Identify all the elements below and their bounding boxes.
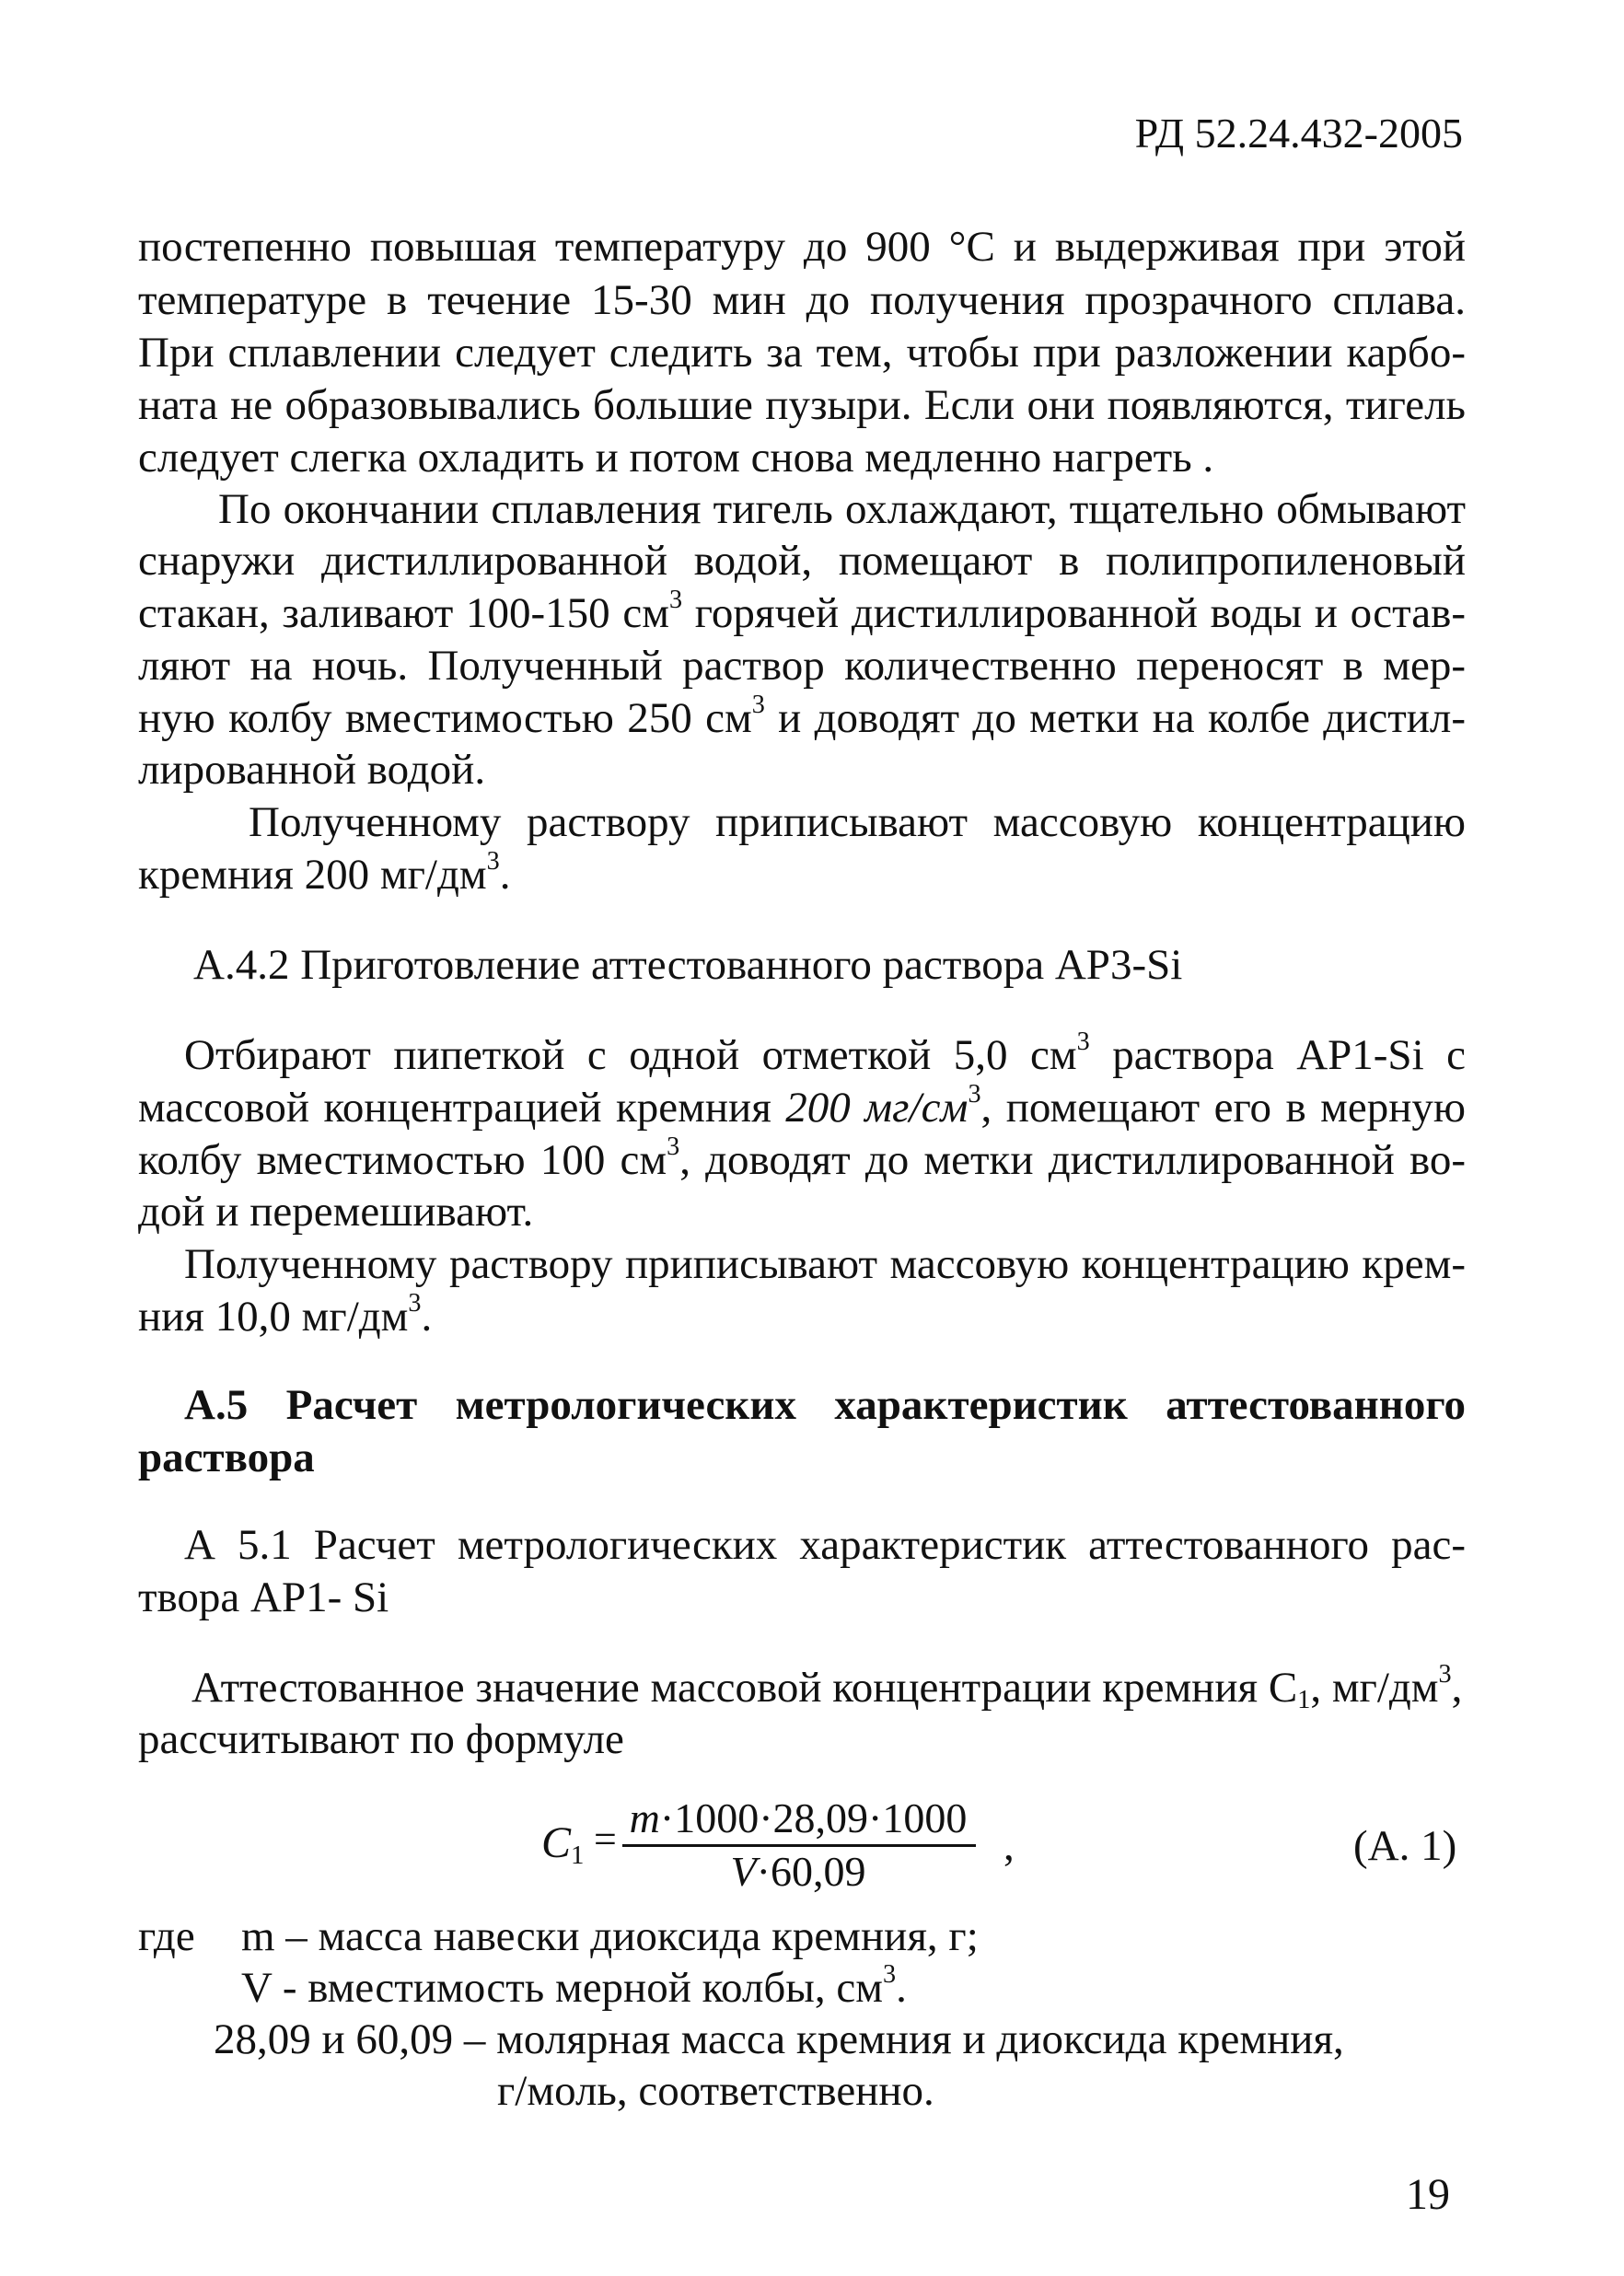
paragraph-line: лированной водой.	[138, 746, 486, 794]
paragraph-line: стакан, заливают 100-150 $см^3$ горячей дистиллированной воды и остав-	[138, 585, 1466, 637]
paragraph-line: Отбирают пипеткой с одной отметкой 5,0 $см^3$ раствора АР1-Si с	[184, 1027, 1466, 1079]
page-number: 19	[1406, 2170, 1450, 2219]
formula-lhs: $C_1$	[541, 1818, 585, 1871]
paragraph-line: Полученному раствору приписывают массовую концентрацию крем-	[184, 1240, 1466, 1288]
paragraph-line: дой и перемешивают.	[138, 1188, 534, 1236]
where-label: где	[138, 1912, 195, 1960]
section-heading: раствора	[138, 1434, 315, 1481]
subsection-heading: твора АР1- Si	[138, 1573, 389, 1621]
paragraph-line: По окончании сплавления тигель охлаждают, тщательно обмывают	[218, 485, 1466, 533]
paragraph-line: Аттестованное значение массовой концентрации кремния $С_1$, $мг/дм^3$,	[191, 1659, 1463, 1715]
paragraph-line: ната не образовывались большие пузыри. Если они появляются, тигель	[138, 381, 1466, 429]
document-code: РД 52.24.432-2005	[1134, 110, 1463, 157]
formula-denominator: V·60,09	[730, 1848, 866, 1895]
paragraph-line: При сплавлении следует следить за тем, чтобы при разложении карбо-	[138, 329, 1466, 377]
paragraph-line: Полученному раствору приписывают массовую концентрацию	[249, 798, 1466, 846]
formula-numerator: m·1000·28,09·1000	[629, 1794, 968, 1841]
paragraph-line: постепенно повышая температуру до 900 °С и выдерживая при этой	[138, 223, 1466, 271]
section-heading: А.5 Расчет метрологических характеристик аттестованного	[184, 1381, 1466, 1429]
paragraph-line: кремния 200 $мг/дм^3$.	[138, 846, 511, 899]
formula-equals: =	[594, 1817, 617, 1862]
section-heading: А.4.2 Приготовление аттестованного раствора АР3-Si	[193, 941, 1183, 989]
formula-comma: ,	[1003, 1822, 1015, 1870]
paragraph-line: ляют на ночь. Полученный раствор количественно переносят в мер-	[138, 642, 1466, 690]
paragraph-line: ную колбу вместимостью 250 $см^3$ и доводят до метки на колбе дистил-	[138, 690, 1466, 742]
variable-definition: 28,09 и 60,09 – молярная масса кремния и диоксида кремния,	[214, 2015, 1344, 2063]
formula-number: (А. 1)	[1353, 1822, 1457, 1870]
variable-definition: m – масса навески диоксида кремния, г;	[241, 1912, 979, 1960]
paragraph-line: снаружи дистиллированной водой, помещают в полипропиленовый	[138, 537, 1466, 585]
variable-definition: V - вместимость мерной колбы, $см^3$.	[241, 1959, 907, 2012]
paragraph-line: колбу вместимостью 100 $см^3$, доводят до метки дистиллированной во-	[138, 1132, 1466, 1184]
fraction-bar	[622, 1844, 976, 1847]
paragraph-line: рассчитывают по формуле	[138, 1715, 624, 1763]
subsection-heading: А 5.1 Расчет метрологических характеристик аттестованного рас-	[184, 1521, 1466, 1569]
paragraph-line: температуре в течение 15-30 мин до получения прозрачного сплава.	[138, 276, 1466, 324]
variable-definition: г/моль, соответственно.	[497, 2067, 934, 2115]
paragraph-line: следует слегка охладить и потом снова медленно нагреть .	[138, 434, 1214, 482]
paragraph-line: ния 10,0 $мг/дм^3$.	[138, 1288, 433, 1341]
paragraph-line: массовой концентрацией кремния 200 $мг/см^3$, помещают его в мерную	[138, 1079, 1466, 1132]
